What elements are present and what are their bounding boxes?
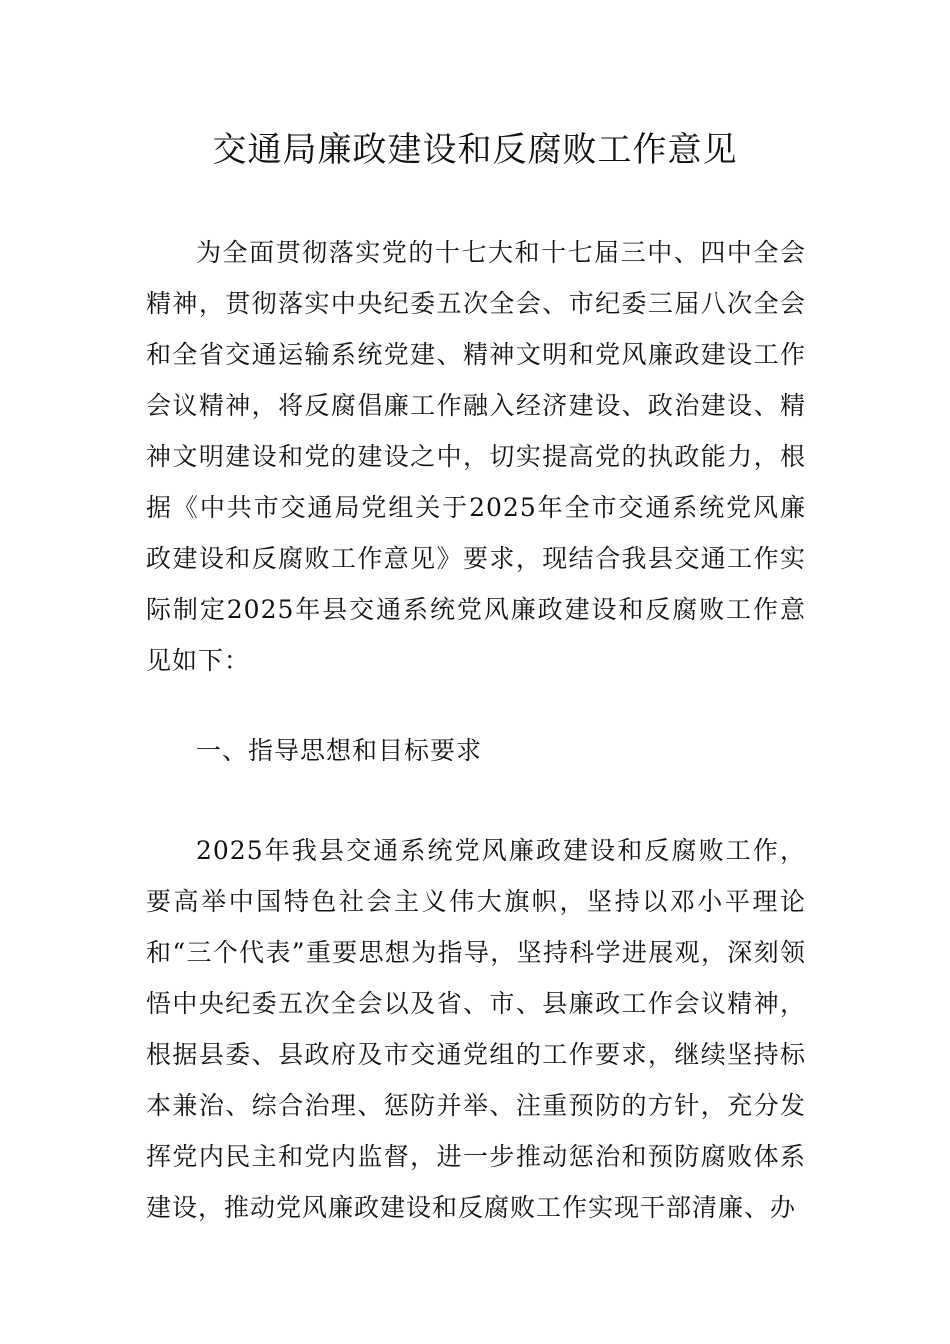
paragraph-guiding-ideology: 2025年我县交通系统党风廉政建设和反腐败工作，要高举中国特色社会主义伟大旗帜，坚持以邓小平理论和“三个代表”重要思想为指导，坚持科学进展观，深刻领悟中央纪委五次全会以及省、市、县廉政工作会议精神，根据县委、县政府及市交通党组的工作要求，继续坚持标本兼治、综合治理、惩防并举、注重预防的方针，充分发挥党内民主和党内监督，进一步推动惩治和预防腐败体系建设，推动党风廉政建设和反腐败工作实现干部清廉、办 <box>146 836 806 1222</box>
document-title: 交通局廉政建设和反腐败工作意见 <box>212 130 738 170</box>
section-heading-1: 一、指导思想和目标要求 <box>196 736 483 765</box>
paragraph-intro: 为全面贯彻落实党的十七大和十七届三中、四中全会精神，贯彻落实中央纪委五次全会、市纪委三届八次全会和全省交通运输系统党建、精神文明和党风廉政建设工作会议精神，将反腐倡廉工作融入经济建设、政治建设、精神文明建设和党的建设之中，切实提高党的执政能力，根据《中共市交通局党组关于2025年全市交通系统党风廉政建设和反腐败工作意见》要求，现结合我县交通工作实际制定2025年县交通系统党风廉政建设和反腐败工作意见如下： <box>146 238 806 675</box>
